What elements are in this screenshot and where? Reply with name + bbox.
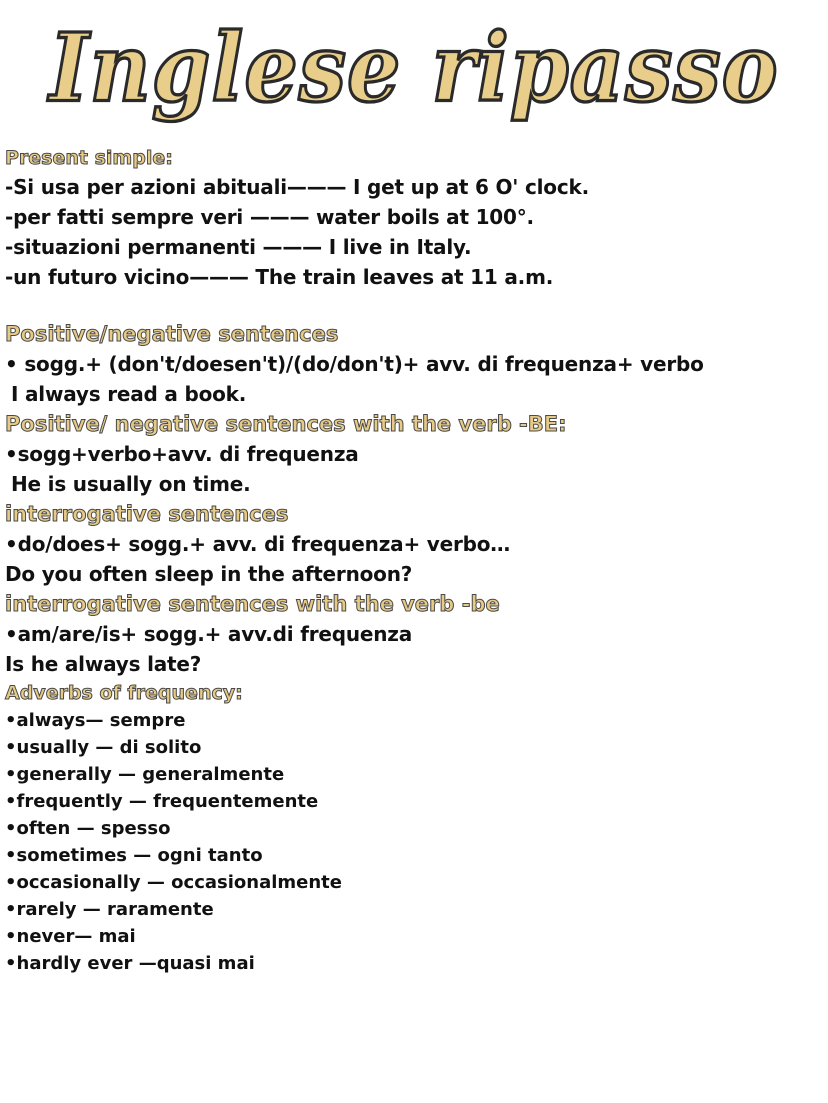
adverb-item: •never— mai [5,926,136,947]
section-heading-positive-negative-be: Positive/ negative sentences with the verb -BE: [5,412,567,436]
interrogative-be-rule: •am/are/is+ sogg.+ avv.di frequenza [5,622,413,646]
section-heading-present-simple: Present simple: [5,147,173,169]
adverb-item: •generally — generalmente [5,764,285,785]
section-positive-negative-be [5,409,823,499]
present-simple-line-4: -un futuro vicino——— The train leaves at 11 a.m. [5,265,554,289]
adverb-item: •often — spesso [5,818,171,839]
positive-negative-example: I always read a book. [11,382,247,406]
notes-content [5,144,823,977]
interrogative-be-example: Is he always late? [5,652,202,676]
adverb-item: •hardly ever —quasi mai [5,953,255,974]
adverb-item: •occasionally — occasionalmente [5,872,342,893]
section-interrogative [5,499,823,589]
present-simple-line-2: -per fatti sempre veri ——— water boils at 100°. [5,205,534,229]
adverb-item: •frequently — frequentemente [5,791,319,812]
section-adverbs-of-frequency [5,679,823,977]
present-simple-line-1: -Si usa per azioni abituali——— I get up at 6 O' clock. [5,175,589,199]
adverb-item: •always— sempre [5,710,186,731]
adverb-item: •rarely — raramente [5,899,214,920]
present-simple-line-3: -situazioni permanenti ——— I live in Italy. [5,235,472,259]
page-title [0,8,828,138]
adverb-item: •usually — di solito [5,737,202,758]
positive-negative-be-rule: •sogg+verbo+avv. di frequenza [5,442,359,466]
adverb-item: •sometimes — ogni tanto [5,845,263,866]
section-positive-negative [5,319,823,409]
interrogative-example: Do you often sleep in the afternoon? [5,562,413,586]
section-heading-positive-negative: Positive/negative sentences [5,322,339,346]
section-spacer [5,292,823,319]
interrogative-rule: •do/does+ sogg.+ avv. di frequenza+ verbo… [5,532,511,556]
positive-negative-rule: • sogg.+ (don't/doesen't)/(do/don't)+ avv. di frequenza+ verbo [5,352,704,376]
page-title-text: Inglese ripasso [49,12,779,123]
section-heading-interrogative: interrogative sentences [5,502,289,526]
section-interrogative-be [5,589,823,679]
section-heading-adverbs: Adverbs of frequency: [5,682,243,704]
section-present-simple [5,144,823,292]
section-heading-interrogative-be: interrogative sentences with the verb -be [5,592,500,616]
positive-negative-be-example: He is usually on time. [11,472,251,496]
